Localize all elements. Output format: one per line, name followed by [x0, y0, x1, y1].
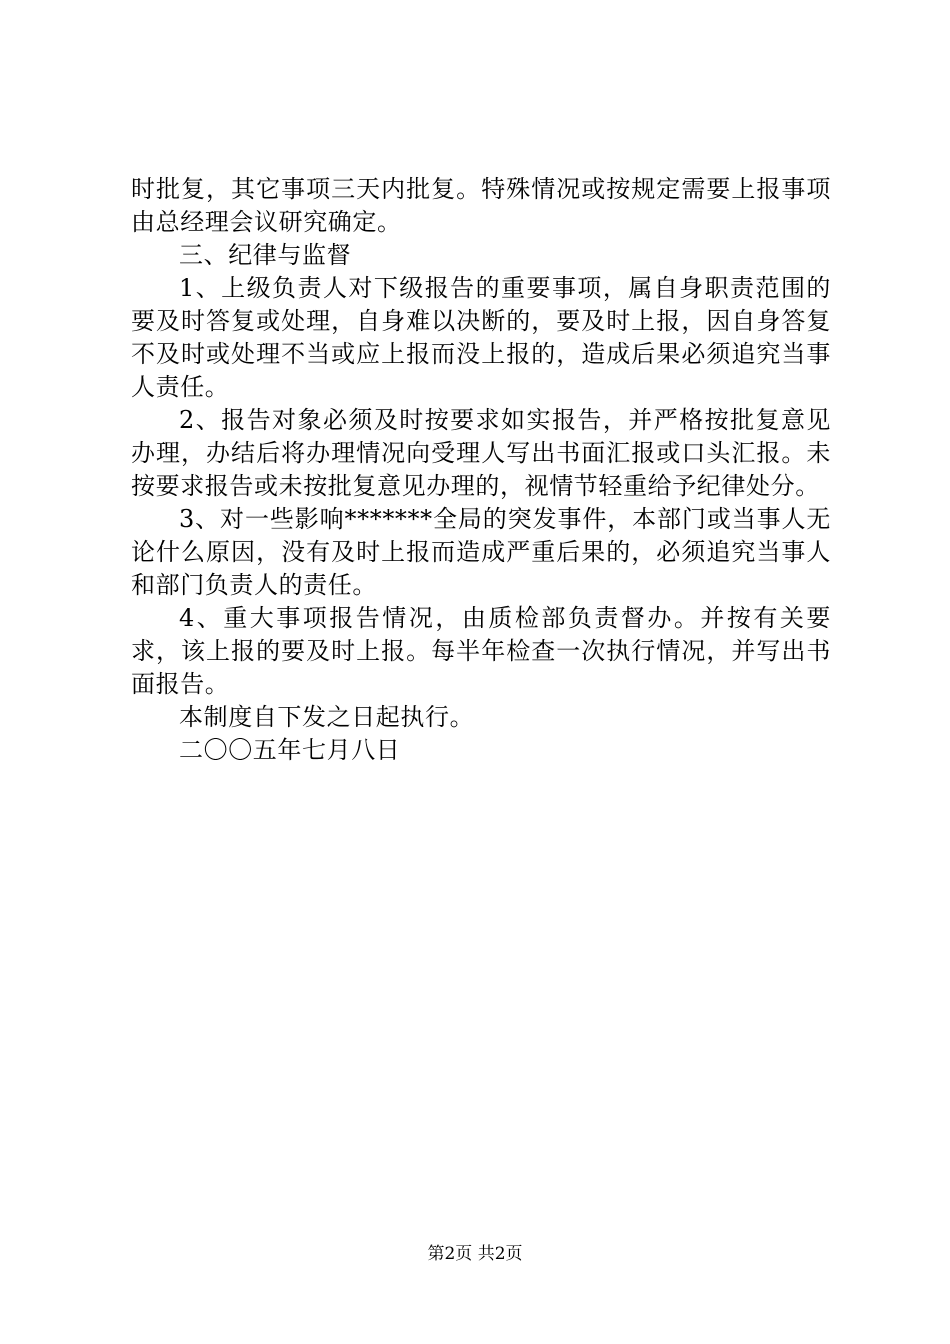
paragraph-item-4: 4、重大事项报告情况，由质检部负责督办。并按有关要求，该上报的要及时上报。每半年检查一次执行情况，并写出书面报告。 [131, 604, 831, 698]
document-date: 二〇〇五年七月八日 [179, 736, 401, 764]
paragraph-continuation: 时批复，其它事项三天内批复。特殊情况或按规定需要上报事项由总经理会议研究确定。 [131, 175, 831, 236]
section-heading: 三、纪律与监督 [179, 241, 352, 269]
page-footer [0, 1242, 950, 1266]
paragraph-item-3: 3、对一些影响*******全局的突发事件，本部门或当事人无论什么原因，没有及时上报而造成严重后果的，必须追究当事人和部门负责人的责任。 [131, 505, 831, 599]
paragraph-item-1: 1、上级负责人对下级报告的重要事项，属自身职责范围的要及时答复或处理，自身难以决断的，要及时上报，因自身答复不及时或处理不当或应上报而没上报的，造成后果必须追究当事人责任。 [131, 274, 831, 401]
document-body [131, 173, 831, 767]
page-number: 第2页 共2页 [427, 1244, 523, 1264]
paragraph-item-2: 2、报告对象必须及时按要求如实报告，并严格按批复意见办理，办结后将办理情况向受理人写出书面汇报或口头汇报。未按要求报告或未按批复意见办理的，视情节轻重给予纪律处分。 [131, 406, 831, 500]
effective-statement: 本制度自下发之日起执行。 [179, 703, 475, 731]
